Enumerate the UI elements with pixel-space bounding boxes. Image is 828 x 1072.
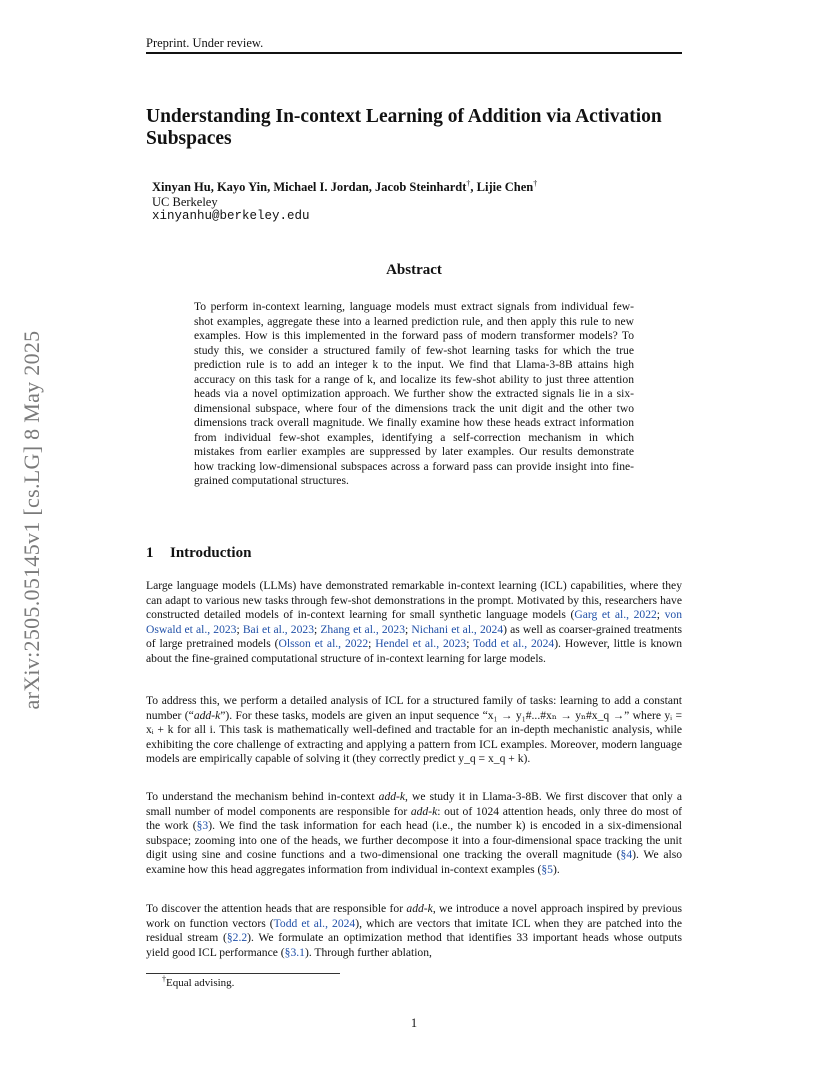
section-ref-link[interactable]: §2.2 [226,931,248,944]
footnote [162,974,235,989]
page-number: 1 [410,1016,418,1030]
footnote-text: Equal advising. [166,977,235,989]
intro-paragraph-4: To discover the attention heads that are responsible for add-k, we introduce a novel approach inspired by previous work on function vectors (Todd et al., 2024), which are vectors that imitate ICL when they are patched into the residual stream (§2.2). We formulate an optimization method that identifies 33 important heads whose outputs yield good ICL performance (§3.1). Through further ablation, [146,902,683,959]
section-ref-link[interactable]: §4 [620,848,633,861]
task-name: add-k [406,902,433,915]
intro-paragraph-2: To address this, we perform a detailed analysis of ICL for a structured family of tasks: learning to add a constant number (“add-k”). For these tasks, models are given an input sequence “x₁ → y₁#...#xₙ → yₙ#x_q →” where yᵢ = xᵢ + k for all i. This task is mathematically well-defined and tractable for an in-depth mechanistic analysis, while exhibiting the core challenge of extracting and applying a pattern from ICL examples. Moreover, modern language models are empirically capable of solving it (they correctly predict y_q = x_q + k). [146,694,682,765]
citation-link[interactable]: Hendel et al., 2023 [375,637,467,650]
author-names-last: , Lijie Chen [470,180,534,194]
section-ref-link[interactable]: §5 [541,862,553,876]
footnote-rule [146,973,340,974]
section-number: 1 [146,545,154,561]
citation-link[interactable]: von Oswald et al., 2023 [146,608,682,636]
affiliation: UC Berkeley [152,195,218,209]
section-ref-link[interactable]: §3.1 [284,945,305,959]
citation-link[interactable]: Nichani et al., 2024 [411,622,504,636]
section-ref-link[interactable]: §3 [196,819,209,832]
citation-link[interactable]: Zhang et al., 2023 [320,622,406,636]
citation-link[interactable]: Olsson et al., 2022 [278,637,369,650]
citation-link[interactable]: Todd et al., 2024 [273,916,356,930]
author-names: Xinyan Hu, Kayo Yin, Michael I. Jordan, Jacob Steinhardt [152,180,467,194]
task-name: add-k [378,790,406,803]
task-name: add-k [410,804,438,818]
section-title: Introduction [170,545,252,561]
arxiv-sidebar [0,0,60,1072]
abstract-body: To perform in-context learning, language models must extract signals from individual few-shot examples, aggregate these into a learned prediction rule, and then apply this rule to new examples. How is this implemented in the forward pass of modern transformer models? To study this, we consider a structured family of few-shot learning tasks for which the true prediction rule is to add an integer k to the input. We find that Llama-3-8B attains high accuracy on this task for a range of k, and localize its few-shot ability to just three attention heads via a novel optimization approach. We further show the extracted signals lie in a six-dimensional subspace, where four of the dimensions track the unit digit and the other two dimensions track overall magnitude. We finally examine how these heads extract information from individual few-shot examples, identifying a self-correction mechanism in which mistakes from earlier examples are suppressed by later examples. Our results demonstrate how tracking low-dimensional subspaces across a forward pass can provide insight into fine-grained computational structures. [194,300,634,487]
dagger-mark: † [533,178,538,188]
abstract-heading: Abstract [386,262,442,278]
running-header: Preprint. Under review. [146,36,264,50]
author-email[interactable]: xinyanhu@berkeley.edu [152,209,310,223]
citation-link[interactable]: Bai et al., 2023 [242,622,314,636]
task-name: add-k [193,708,221,722]
dagger-mark: † [466,178,471,188]
arxiv-identifier: arXiv:2505.05145v1 [cs.LG] 8 May 2025 [19,330,44,710]
intro-paragraph-1: Large language models (LLMs) have demonstrated remarkable in-context learning (ICL) capabilities, where they can adapt to various new tasks through few-shot demonstrations in the prompt. Motivated by this, researchers have constructed detailed models of in-context learning for small synthetic language models (Garg et al., 2022; von Oswald et al., 2023; Bai et al., 2023; Zhang et al., 2023; Nichani et al., 2024) as well as coarser-grained treatments of large pretrained models (Olsson et al., 2022; Hendel et al., 2023; Todd et al., 2024). However, little is known about the fine-grained computational structure of in-context learning for large models. [146,579,683,665]
header-rule [146,52,682,54]
paper-title: Understanding In-context Learning of Addition via Activation Subspaces [146,106,662,149]
section-heading [146,545,251,562]
intro-paragraph-3: To understand the mechanism behind in-context add-k, we study it in Llama-3-8B. We first discover that only a small number of model components are responsible for add-k: out of 1024 attention heads, only three do most of the work (§3). We find the task information for each head (i.e., the number k) is encoded in a six-dimensional subspace; zooming into one of the heads, we further decompose it into a four-dimensional space tracking the unit digit using sine and cosine functions and a two-dimensional one tracking the overall magnitude (§4). We also examine how this head aggregates information from individual in-context examples (§5). [146,790,682,876]
dagger-mark: † [162,974,166,984]
citation-link[interactable]: Todd et al., 2024 [473,637,555,650]
citation-link[interactable]: Garg et al., 2022 [574,608,657,621]
author-list [152,180,537,195]
